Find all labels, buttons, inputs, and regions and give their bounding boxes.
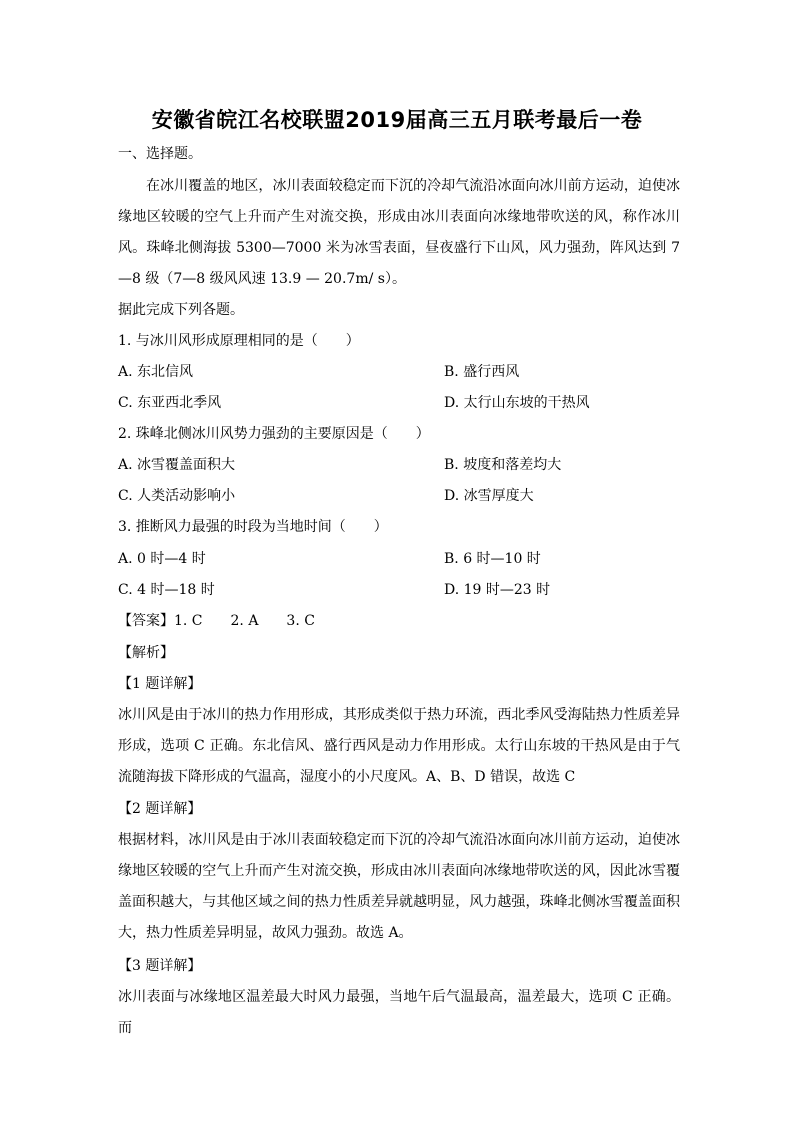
detail-2-text: 根据材料，冰川风是由于冰川表面较稳定而下沉的冷却气流沿冰面向冰川前方运动，迫使冰缘地区较暖的空气上升而产生对流交换，形成由冰川表面向冰缘地带吹送的风，因此冰雪覆盖面积越大，与其他区域之间的热力性质差异就越明显，风力越强，珠峰北侧冰雪覆盖面积大，热力性质差异明显，故风力强劲。故选 A。 <box>118 832 680 941</box>
detail-1-text: 冰川风是由于冰川的热力作用形成，其形成类似于热力环流，西北季风受海陆热力性质差异形成，选项 C 正确。东北信风、盛行西风是动力作用形成。太行山东坡的干热风是由于气流随海拔下降形成的气温高，湿度小的小尺度风。A、B、D 错误，故选 C <box>118 707 680 785</box>
question-3-stem: 3. 推断风力最强的时段为当地时间（ ） <box>118 519 388 535</box>
question-1-option-d: D. 太行山东坡的干热风 <box>444 395 590 411</box>
question-2-stem: 2. 珠峰北侧冰川风势力强劲的主要原因是（ ） <box>118 426 430 442</box>
question-2-option-a: A. 冰雪覆盖面积大 <box>118 457 236 473</box>
detail-1-label: 【1 题详解】 <box>118 676 202 692</box>
analysis-label: 【解析】 <box>118 645 174 661</box>
page-title: 安徽省皖江名校联盟2019届高三五月联考最后一卷 <box>151 108 643 132</box>
question-3-option-d: D. 19 时—23 时 <box>444 582 551 598</box>
detail-2-label: 【2 题详解】 <box>118 801 202 817</box>
question-2-option-b: B. 坡度和落差均大 <box>444 457 562 473</box>
question-1-option-a: A. 东北信风 <box>118 364 194 380</box>
detail-3-text: 冰川表面与冰缘地区温差最大时风力最强，当地午后气温最高，温差最大，选项 C 正确。而 <box>118 989 680 1036</box>
detail-3-label: 【3 题详解】 <box>118 958 202 974</box>
question-1-option-b: B. 盛行西风 <box>444 364 520 380</box>
intro-paragraph: 在冰川覆盖的地区，冰川表面较稳定而下沉的冷却气流沿冰面向冰川前方运动，迫使冰缘地区较暖的空气上升而产生对流交换，形成由冰川表面向冰缘地带吹送的风，称作冰川风。珠峰北侧海拔 5300—7000 米为冰雪表面，昼夜盛行下山风，风力强劲，阵风达到 7—8 级（7—8 级风风速 13.9 — 20.7m/ s）。 <box>118 178 680 287</box>
question-3-option-c: C. 4 时—18 时 <box>118 582 215 598</box>
question-1-stem: 1. 与冰川风形成原理相同的是（ ） <box>118 333 360 349</box>
question-2-option-d: D. 冰雪厚度大 <box>444 488 534 504</box>
question-3-option-b: B. 6 时—10 时 <box>444 551 541 567</box>
instruction-text: 据此完成下列各题。 <box>118 302 244 318</box>
section-heading: 一、选择题。 <box>118 146 202 162</box>
question-3-option-a: A. 0 时—4 时 <box>118 551 206 567</box>
answer-line: 【答案】1. C 2. A 3. C <box>118 613 315 629</box>
question-1-option-c: C. 东亚西北季风 <box>118 395 222 411</box>
question-2-option-c: C. 人类活动影响小 <box>118 488 236 504</box>
